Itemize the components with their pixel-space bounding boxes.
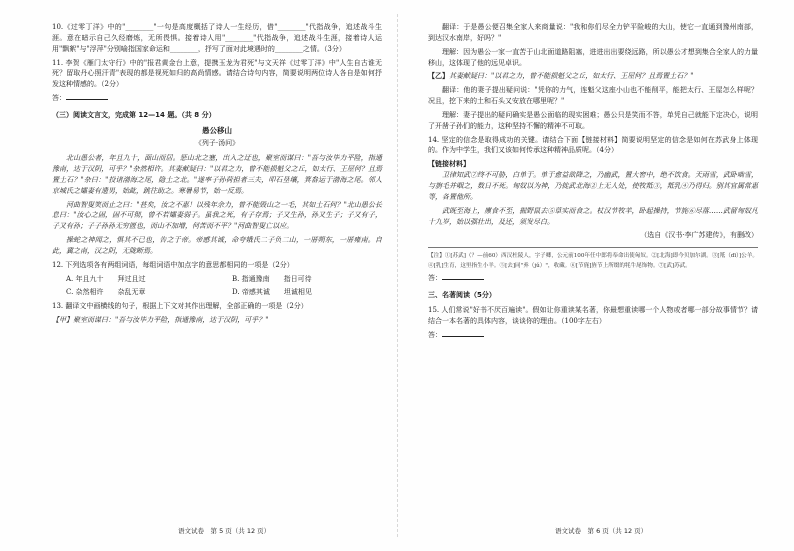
answer-blank[interactable] [442, 274, 484, 280]
passage-paragraph: 操蛇之神闻之，惧其不已也，告之于帝。帝感其诚，命夸娥氏二子负二山，一厝朔东，一厝雍南。自此，冀之南，汉之阴，无陇断焉。 [52, 236, 382, 255]
link-citation: （选自《汉书·李广苏建传》，有删改） [640, 231, 758, 240]
page-footer-left: 语文试卷 第 5 页（共 12 页） [178, 526, 271, 535]
question-14: 14. 坚定的信念是取得成功的关键。请结合下面【链接材料】简要说明坚定的信念是如何在苏武身上体现的。作为中学生，我们又该如何传承这种精神品质呢。（4分） [428, 135, 758, 155]
part-b: 【乙】其妻献疑曰："以君之力，曾不能损魁父之丘，如太行、王屋何？且焉置土石？" [428, 72, 694, 81]
footnotes: 【注】①[苏武]（？—前60）西汉杜陵人，字子卿，公元前100年任中郎将奉命出使匈奴。②[北海]即今贝加尔湖。③[羝（dī）]公羊。④[乳]生育，这里指生小羊。⑤[去]同"弆（jǔ）"，收藏。⑥[节旄]旌节上所缀的牦牛尾饰物。⑦[武]苏武。 [428, 247, 758, 271]
option-d[interactable]: D. 帝感其诚 坦诚相见 [232, 287, 312, 296]
question-13-part-a: 【甲】聚室而谋曰："吾与汝毕力平险，指通豫南，达于汉阴，可乎？" [52, 316, 269, 325]
question-13: 13. 翻译文中画横线的句子，根据上下文对其作出理解，全部正确的一项是（2分） [52, 302, 308, 311]
link-paragraph: 卫律知武⑦终不可胁，白单于。单于愈益欲降之，乃幽武，置大窖中，绝不饮食。天雨雪，武卧啮雪，与旃毛并咽之，数日不死。匈奴以为神，乃徙武北海②上无人处，使牧羝③，羝乳④乃得归。别其官属常惠等，各置他所。 [428, 171, 758, 201]
link-material-label: 【链接材料】 [428, 160, 470, 169]
page-fold-divider [397, 14, 398, 537]
answer-blank[interactable] [66, 94, 108, 100]
text-source: 《列子·汤问》 [194, 139, 240, 148]
link-paragraph: 武既至海上，廪食不至，掘野鼠去⑤草实而食之。杖汉节牧羊，卧起操持，节旄⑥尽落……武留匈奴凡十九岁，始以强壮出，及还，须发尽白。 [428, 206, 758, 226]
option-c[interactable]: C. 杂然相许 杂乱无章 [66, 287, 146, 296]
question-12: 12. 下列选项各有两组词语，每组词语中加点字的意思都相同的一项是（2分） [52, 260, 294, 269]
question-10: 10.《过零丁洋》中的"________"一句是高度概括了诗人一生经历，借"________"代指战争，追述战斗生涯。意在暗示自己久经磨炼，无所畏惧。接着诗人用"________"代指战争，追述战斗生涯，接着诗人运用"飘絮"与"浮萍"分别喻指国家命运和________，抒写了面对此境遇时的________之情。（3分） [52, 23, 382, 53]
section-4-heading: 三、名著阅读（5分） [428, 291, 496, 300]
answer-line-14: 答： [428, 273, 758, 284]
understanding-a: 理解：因为愚公一家一直苦于山北面道路阻塞，进进出出要绕远路，所以愚公才想到集合全家人的力量移山，这体现了他的远见卓识。 [428, 47, 758, 67]
question-12-options [66, 274, 382, 298]
passage-paragraph: 北山愚公者，年且九十，面山而居。惩山北之塞，出入之迂也，聚室而谋曰："吾与汝毕力平险，指通豫南，达于汉阴，可乎？"杂然相许。其妻献疑曰："以君之力，曾不能损魁父之丘，如太行、王屋何？且焉置土石？"杂曰："投诸渤海之尾，隐土之北。"遂率子孙荷担者三夫，叩石垦壤，箕畚运于渤海之尾。邻人京城氏之孀妻有遗男，始龀，跳往助之。寒暑易节，始一反焉。 [52, 154, 382, 195]
option-a[interactable]: A. 年且九十 拜过且过 [66, 274, 146, 283]
left-page [52, 22, 382, 329]
understanding-b: 理解：妻子提出的疑问确实是愚公面临的现实困难；愚公只是笑而不答，单凭自己就能下定决心，说明了开凿子孙们的能力，这种坚持不懈的精神不可取。 [428, 110, 758, 130]
section-3-heading: （三）阅读文言文，完成第 12—14 题。（共 8 分） [52, 110, 216, 119]
page-footer-right: 语文试卷 第 6 页（共 12 页） [555, 526, 648, 535]
question-15: 15. 人们常说"好书不厌百遍读"。假如让你重读某名著，你最想重读哪一个人物或者哪一部分故事情节？请结合一本名著的具体内容，谈谈你的理由。（100字左右） [428, 305, 758, 325]
translation-b: 翻译：他的妻子提出疑问说："凭你的力气，连魁父这座小山也不能削平，能把太行、王屋怎么样呢？况且，挖下来的土和石头又安放在哪里呢？" [428, 86, 758, 106]
answer-line-11: 答： [52, 93, 382, 104]
passage-paragraph: 河曲智叟笑而止之曰："甚矣，汝之不惠！以残年余力，曾不能毁山之一毛，其如土石何？"北山愚公长息曰："汝心之固，固不可彻，曾不若孀妻弱子。虽我之死，有子存焉；子又生孙，孙又生子；子又有子，子又有孙；子子孙孙无穷匮也，而山不加增，何苦而不平？"河曲智叟亡以应。 [52, 200, 382, 231]
option-b[interactable]: B. 指通豫南 指日可待 [232, 274, 312, 283]
answer-blank[interactable] [442, 331, 484, 337]
text-title: 愚公移山 [202, 125, 232, 135]
answer-line-15: 答： [428, 330, 758, 341]
translation-a: 翻译：于是愚公便召集全家人来商量说："我和你们尽全力铲平险峻的大山，使它一直通到豫州南部，到达汉水南岸，好吗？" [428, 23, 758, 42]
question-11: 11. 李贺《雁门太守行》中的"报君黄金台上意，提携玉龙为君死"与文天祥《过零丁洋》中"人生自古谁无死？留取丹心照汗青"表现的都是视死如归的高尚情感。请结合诗句内容，简要说明两位诗人各自是如何抒发这种情感的。（2分） [52, 58, 382, 89]
right-page [428, 22, 758, 344]
